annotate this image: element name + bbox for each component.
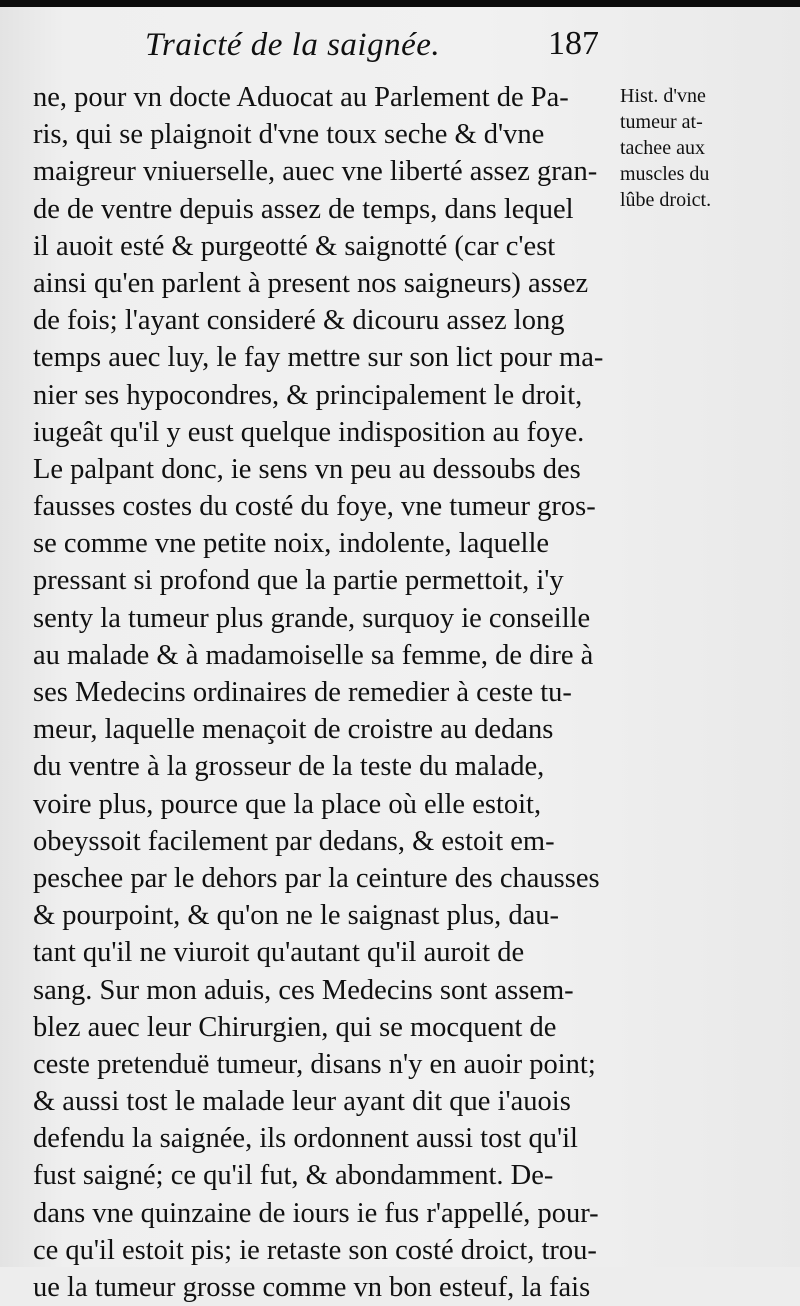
text-line: du ventre à la grosseur de la teste du malade, [33, 751, 545, 783]
text-line: temps auec luy, le fay mettre sur son lict pour ma- [33, 342, 604, 374]
text-line: peschee par le dehors par la ceinture des chausses [33, 862, 600, 894]
text-line: defendu la saignée, ils ordonnent aussi tost qu'il [33, 1123, 578, 1155]
text-line: Le palpant donc, ie sens vn peu au dessoubs des [33, 453, 581, 485]
text-line: au malade & à madamoiselle sa femme, de dire à [33, 639, 594, 671]
text-line: tant qu'il ne viuroit qu'autant qu'il auroit de [33, 937, 525, 969]
margin-note-line: muscles du [620, 163, 710, 185]
margin-note-line: tumeur at- [620, 111, 703, 133]
text-line: voire plus, pource que la place où elle estoit, [33, 788, 542, 820]
text-line: se comme vne petite noix, indolente, laquelle [33, 528, 550, 560]
text-line: nier ses hypocondres, & principalement le droit, [33, 379, 583, 411]
margin-note-line: lûbe droict. [620, 189, 712, 211]
page-number: 187 [548, 25, 599, 62]
text-line: ue la tumeur grosse comme vn bon esteuf, la fais [33, 1272, 591, 1303]
text-line: blez auec leur Chirurgien, qui se mocquent de [33, 1011, 557, 1043]
text-line: il auoit esté & purgeotté & saignotté (car c'est [33, 230, 556, 262]
text-line: de fois; l'ayant consideré & dicouru assez long [33, 305, 565, 337]
text-line: ainsi qu'en parlent à present nos saigneurs) assez [33, 267, 589, 299]
text-line: maigreur vniuerselle, auec vne liberté assez gran- [33, 156, 598, 188]
margin-note-line: Hist. d'vne [620, 85, 706, 107]
text-line: obeyssoit facilement par dedans, & estoit em- [33, 825, 555, 857]
text-line: & aussi tost le malade leur ayant dit que i'auois [33, 1086, 571, 1118]
text-line: meur, laquelle menaçoit de croistre au dedans [33, 714, 554, 746]
text-line: & pourpoint, & qu'on ne le saignast plus, dau- [33, 900, 559, 932]
text-line: sang. Sur mon aduis, ces Medecins sont assem- [33, 974, 574, 1006]
text-line: ceste pretenduë tumeur, disans n'y en auoir point; [33, 1048, 596, 1080]
text-line: senty la tumeur plus grande, surquoy ie conseille [33, 602, 591, 634]
text-line: fausses costes du costé du foye, vne tumeur gros- [33, 491, 596, 523]
text-line: de de ventre depuis assez de temps, dans lequel [33, 193, 574, 225]
text-line: ris, qui se plaignoit d'vne toux seche & d'vne [33, 119, 545, 151]
text-line: iugeât qu'il y eust quelque indisposition au foye. [33, 416, 585, 448]
book-page [0, 7, 800, 1303]
text-line: dans vne quinzaine de iours ie fus r'appellé, pour- [33, 1197, 599, 1229]
scan-top-edge [0, 0, 800, 7]
text-line: ce qu'il estoit pis; ie retaste son costé droict, trou- [33, 1234, 597, 1266]
margin-note [620, 83, 796, 213]
running-title: Traicté de la saignée. [145, 27, 441, 63]
text-line: pressant si profond que la partie permettoit, i'y [33, 565, 564, 597]
text-line: ne, pour vn docte Aduocat au Parlement de Pa- [33, 82, 569, 113]
margin-note-line: tachee aux [620, 137, 705, 159]
body-text [33, 79, 618, 1306]
text-line: fust saigné; ce qu'il fut, & abondamment. De- [33, 1160, 554, 1192]
text-line: ses Medecins ordinaires de remedier à ceste tu- [33, 677, 572, 708]
